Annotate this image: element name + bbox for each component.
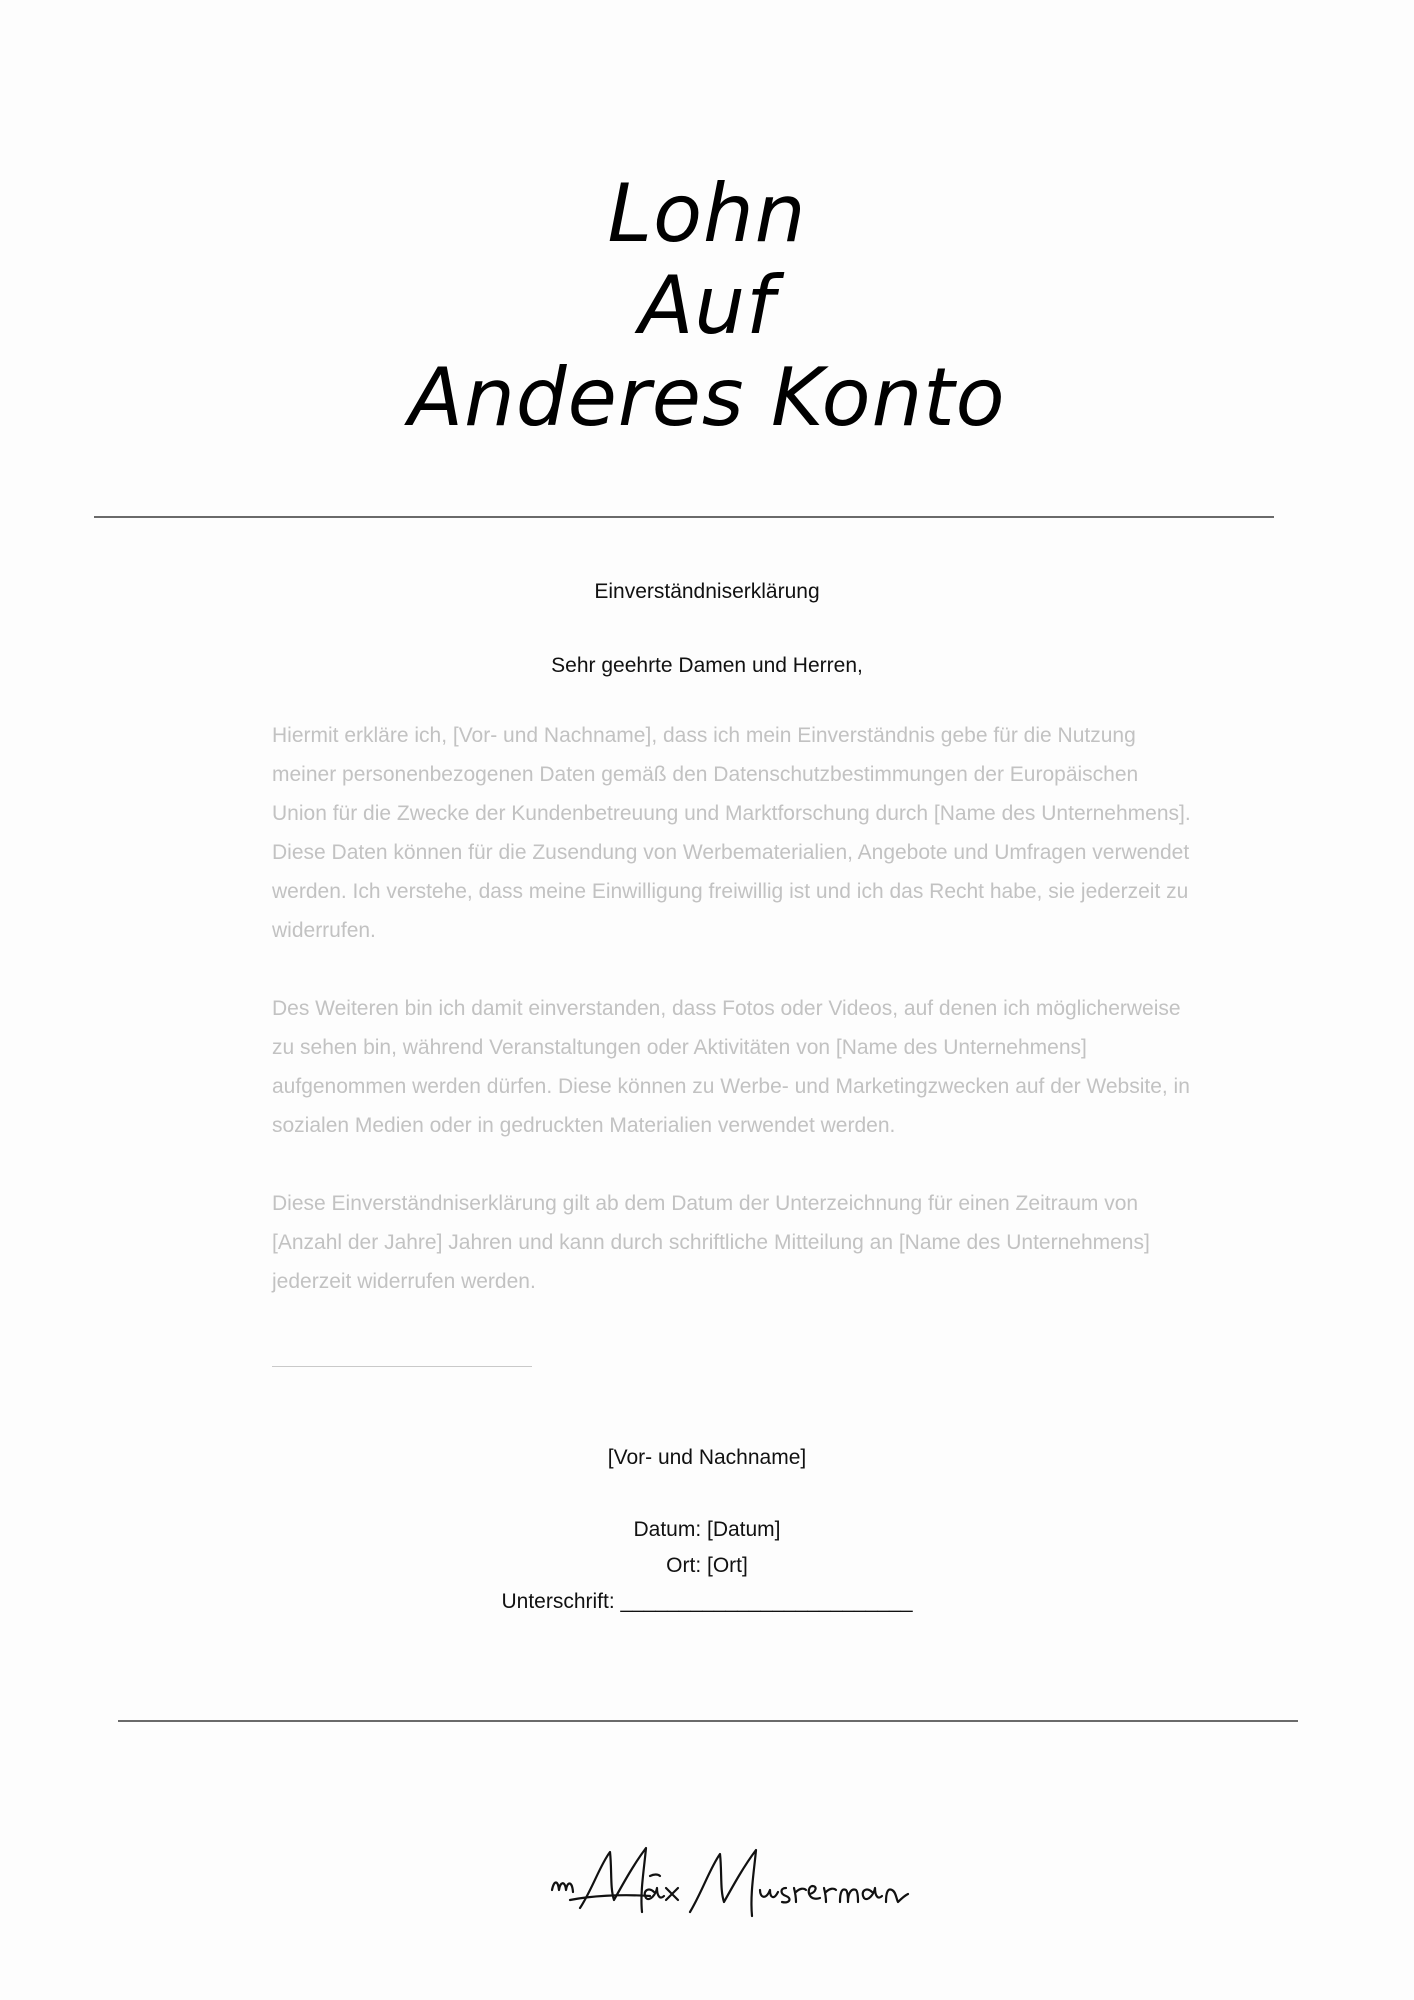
salutation: Sehr geehrte Damen und Herren, — [551, 654, 863, 677]
paragraph-3: Diese Einverständniserklärung gilt ab dem Datum der Unterzeichnung für einen Zeitraum von [Anzahl der Jahre] Jahren und kann durch schriftliche Mitteilung an [Name des Unternehmens] jederzeit widerrufen werden. — [272, 1192, 1150, 1293]
title-line-1: Lohn — [607, 167, 807, 260]
document-title — [0, 168, 1414, 444]
place-field: Ort: [Ort] — [666, 1554, 748, 1577]
short-divider — [272, 1366, 532, 1367]
title-line-2: Auf — [638, 259, 776, 352]
letter-body — [272, 716, 1192, 1340]
handwritten-signature — [540, 1830, 920, 1940]
date-field: Datum: [Datum] — [633, 1518, 781, 1541]
paragraph-1: Hiermit erkläre ich, [Vor- und Nachname], dass ich mein Einverständnis gebe für die Nutzung meiner personenbezogenen Daten gemäß den Datenschutzbestimmungen der Europäischen Union für die Zwecke der Kundenbetreuung und Marktforschung durch [Name des Unternehmens]. Diese Daten können für die Zusendung von Werbematerialien, Angebote und Umfragen verwendet werden. Ich verstehe, dass meine Einwilligung freiwillig ist und ich das Recht habe, sie jederzeit zu widerrufen. — [272, 724, 1191, 942]
subject-heading: Einverständniserklärung — [594, 580, 820, 603]
top-divider — [94, 516, 1274, 518]
signer-name: [Vor- und Nachname] — [607, 1446, 807, 1469]
paragraph-2: Des Weiteren bin ich damit einverstanden, dass Fotos oder Videos, auf denen ich möglicherweise zu sehen bin, während Veranstaltungen oder Aktivitäten von [Name des Unternehmens] aufgenommen werden dürfen. Diese können zu Werbe- und Marketingzwecken auf der Website, in sozialen Medien oder in gedruckten Materialien verwendet werden. — [272, 997, 1190, 1137]
bottom-divider — [118, 1720, 1298, 1722]
signature-field: Unterschrift: _________________________ — [501, 1590, 913, 1613]
title-line-3: Anderes Konto — [408, 351, 1006, 444]
